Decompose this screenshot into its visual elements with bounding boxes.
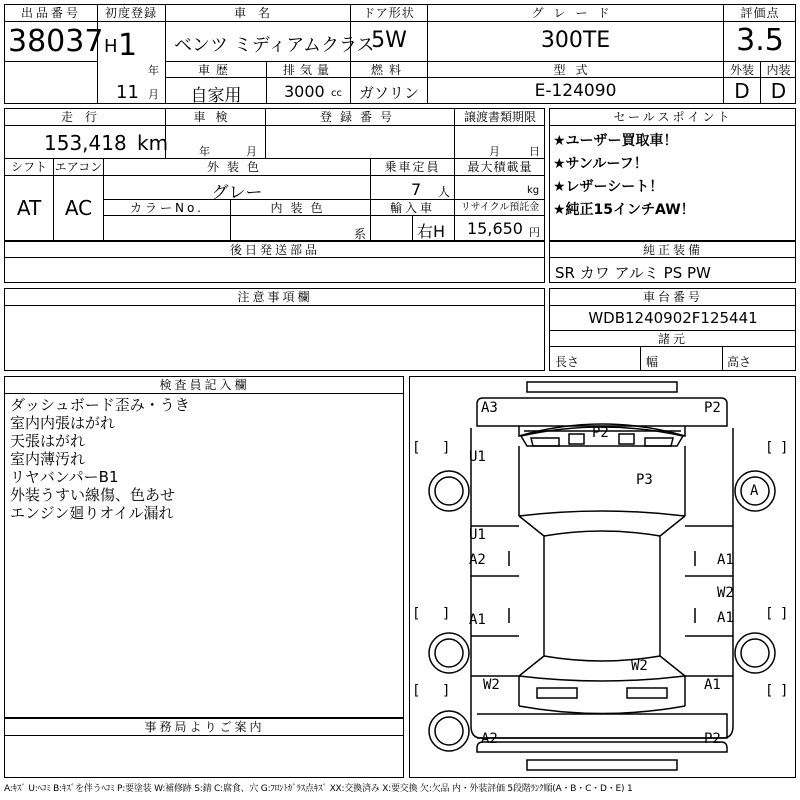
damage-code: A1	[717, 610, 734, 626]
transfer-deadline-label: 譲渡書類期限	[463, 110, 536, 124]
damage-code: P2	[704, 731, 721, 747]
damage-code: U1	[469, 527, 486, 543]
displacement-label: 排気量	[282, 63, 334, 77]
bracket-close: ]	[442, 440, 451, 456]
mileage-unit: km	[137, 131, 169, 155]
history-label: 車歴	[197, 63, 234, 77]
bracket-close: ]	[442, 683, 451, 699]
inspector-note: エンジン廻りオイル漏れ	[10, 504, 174, 522]
chassis-number-label: 車台番号	[642, 290, 703, 304]
exterior-color-label: 外装色	[206, 160, 267, 174]
plate-number-label: 登録番号	[319, 110, 400, 124]
seats-label: 乗車定員	[384, 160, 441, 174]
bracket-open: [	[765, 440, 774, 456]
inspector-note: 室内薄汚れ	[10, 450, 86, 468]
interior-color-label: 内装色	[270, 201, 331, 215]
reg-year: 1	[118, 28, 138, 63]
damage-code: P3	[636, 472, 653, 488]
equipment-value: SR カワ アルミ PS PW	[555, 264, 711, 282]
reg-year-unit: 年	[148, 64, 159, 77]
fuel-label: 燃料	[370, 63, 407, 77]
caution-label: 注意事項欄	[237, 290, 313, 304]
damage-code: A1	[469, 612, 486, 628]
seats: 7	[411, 180, 422, 199]
reg-month-unit: 月	[148, 88, 159, 101]
height-label: 高さ	[727, 355, 752, 369]
inspection-label: 車検	[193, 110, 238, 124]
sales-point-item: ★純正15インチAW！	[553, 202, 695, 218]
reg-month: 11	[116, 82, 139, 103]
shift: AT	[16, 196, 42, 220]
bracket-close: ]	[780, 683, 789, 699]
damage-code: A2	[481, 731, 498, 747]
inspector-note: 室内内張はがれ	[10, 414, 116, 432]
damage-code: A1	[704, 677, 721, 693]
recycle-fee-unit: 円	[529, 226, 540, 239]
max-load-label: 最大積載量	[467, 160, 533, 174]
score-label: 評価点	[740, 6, 780, 20]
inspector-notes-label: 検査員記入欄	[159, 378, 250, 392]
color-number-label: カラーNo.	[130, 201, 204, 215]
damage-code: A2	[469, 552, 486, 568]
sales-points-section	[549, 108, 796, 241]
bracket-open: [	[765, 683, 774, 699]
transfer-month-unit: 月	[489, 145, 500, 158]
bracket-open: [	[412, 683, 421, 699]
damage-code: P2	[704, 400, 721, 416]
damage-code: W2	[631, 658, 648, 674]
chassis-number: WDB1240902F125441	[588, 309, 758, 327]
sales-point-item: ★サンルーフ！	[553, 156, 648, 172]
bracket-open: [	[765, 606, 774, 622]
inspector-note: 天張はがれ	[10, 432, 86, 450]
mileage-label: 走行	[60, 110, 109, 124]
displacement-unit: cc	[331, 88, 342, 99]
vehicle-history: 自家用	[190, 86, 242, 106]
mileage: 153,418	[44, 131, 127, 155]
office-notes-label: 事務局よりご案内	[144, 720, 265, 734]
exterior-grade: D	[734, 79, 750, 103]
bracket-close: ]	[442, 606, 451, 622]
bracket-open: [	[412, 606, 421, 622]
length-label: 長さ	[555, 355, 580, 369]
grade-label: グレード	[531, 6, 620, 20]
inspector-note: ダッシュボード歪み・うき	[10, 396, 190, 414]
max-load-unit: kg	[527, 185, 540, 196]
recycle-fee: 15,650	[467, 219, 523, 238]
seats-unit: 人	[438, 185, 451, 199]
interior-grade: D	[770, 79, 787, 103]
import-type: 右H	[417, 222, 446, 241]
fuel: ガソリン	[358, 84, 419, 102]
damage-code: U1	[469, 449, 486, 465]
shift-label: シフト	[10, 160, 47, 174]
model-label: 型式	[553, 63, 598, 77]
lot-number: 38037	[8, 24, 104, 59]
exterior-color: グレー	[211, 183, 263, 203]
first-registration-label: 初度登録	[104, 6, 157, 20]
bracket-close: ]	[780, 440, 789, 456]
aircon: AC	[64, 196, 93, 220]
aircon-label: エアコン	[54, 160, 103, 174]
import-label: 輸入車	[389, 201, 435, 215]
damage-code: A	[750, 483, 759, 499]
era-mark: H	[104, 36, 118, 57]
damage-code: W2	[717, 585, 734, 601]
grade: 300TE	[540, 28, 611, 53]
bracket-close: ]	[780, 606, 789, 622]
sales-points-label: セールスポイント	[613, 110, 733, 124]
interior-grade-label: 内装	[766, 63, 791, 77]
interior-color-suffix: 系	[354, 227, 367, 241]
lot-number-label: 出品番号	[20, 6, 81, 20]
displacement: 3000	[284, 82, 325, 101]
recycle-fee-label: リサイクル預託金	[460, 202, 540, 213]
inspection-month-unit: 月	[246, 145, 257, 158]
equipment-label: 純正装備	[642, 243, 703, 257]
sales-point-item: ★レザーシート！	[553, 179, 664, 195]
exterior-grade-label: 外装	[729, 63, 754, 77]
bracket-open: [	[412, 440, 421, 456]
width-label: 幅	[646, 355, 659, 369]
specs-label: 諸元	[657, 332, 688, 346]
car-name: ベンツ ミディアムクラス	[174, 35, 375, 56]
damage-code: P2	[592, 425, 609, 441]
inspection-year-unit: 年	[199, 145, 210, 158]
door-type-label: ドア形状	[363, 6, 415, 20]
damage-code: W2	[483, 677, 500, 693]
damage-code: A3	[481, 400, 498, 416]
sales-point-item: ★ユーザー買取車！	[553, 133, 678, 149]
door-type: 5W	[371, 28, 407, 53]
score: 3.5	[736, 23, 784, 58]
model-code: E-124090	[534, 81, 617, 101]
car-name-label: 車名	[233, 6, 282, 20]
transfer-day-unit: 日	[529, 145, 540, 158]
inspector-note: 外装うすい線傷、色あせ	[10, 486, 176, 504]
inspector-note: リヤバンパーB1	[10, 468, 119, 486]
damage-legend: A:ｷｽﾞ U:ﾍｺﾐ B:ｷｽﾞを伴うﾍｺﾐ P:要塗装 W:補修跡 S:錆 C:腐食、穴 G:ﾌﾛﾝﾄｶﾞﾗｽ点ｷｽﾞ XX:交換済み X:要交換 欠:欠品 内・外装評価 5段階ﾗﾝｸ順(A・B・C・D・E) 1	[4, 784, 633, 794]
after-parts-label: 後日発送部品	[229, 243, 320, 257]
damage-code: A1	[717, 552, 734, 568]
